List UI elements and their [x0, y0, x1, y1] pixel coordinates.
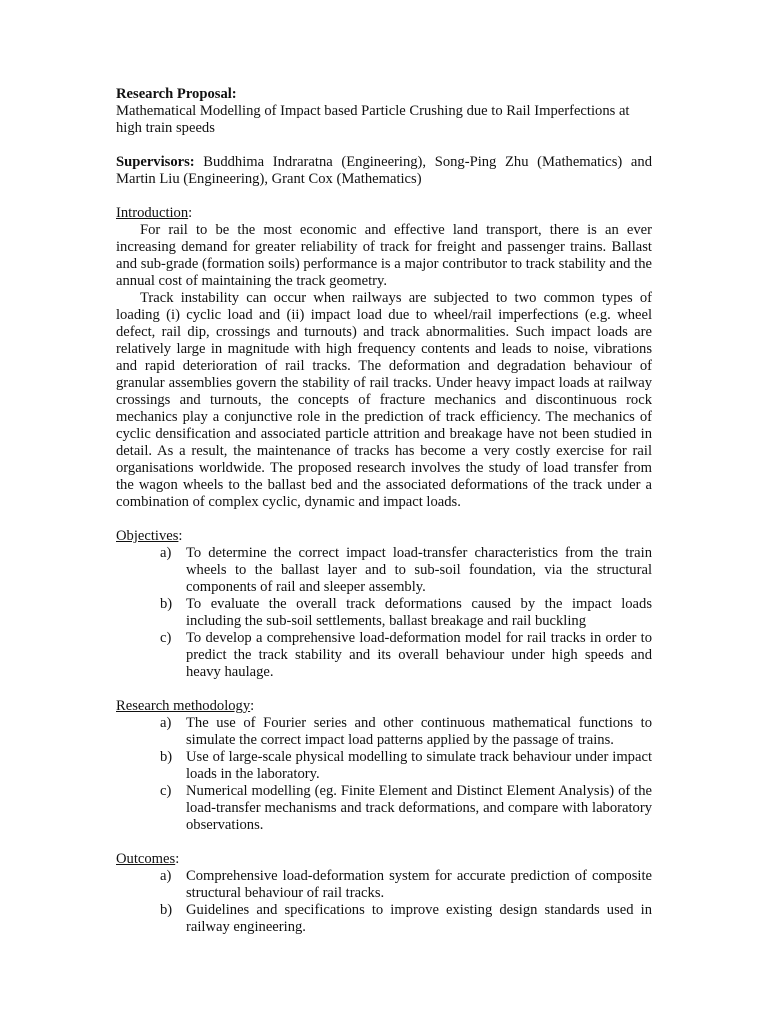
list-item: b) Use of large-scale physical modelling to simulate track behaviour under impact loads in the laboratory. — [160, 749, 652, 782]
document-page — [116, 86, 652, 936]
introduction-heading: Introduction: — [116, 205, 193, 221]
methodology-list — [116, 715, 652, 834]
methodology-heading: Research methodology: — [116, 698, 255, 714]
objectives-heading: Objectives: — [116, 528, 183, 544]
supervisors-line — [116, 154, 652, 188]
supervisors-label: Supervisors: — [116, 154, 195, 170]
list-item: c) To develop a comprehensive load-deformation model for rail tracks in order to predict the track stability and its overall behaviour under high speeds and heavy haulage. — [160, 630, 652, 680]
supervisors-names: Buddhima Indraratna (Engineering), Song-Ping Zhu (Mathematics) and Martin Liu (Engineering), Grant Cox (Mathematics) — [116, 154, 652, 187]
objectives-list — [116, 545, 652, 681]
proposal-title: Mathematical Modelling of Impact based Particle Crushing due to Rail Imperfections at high train speeds — [116, 103, 630, 136]
outcomes-list — [116, 868, 652, 936]
introduction-paragraph-1: For rail to be the most economic and effective land transport, there is an ever increasing demand for greater reliability of track for freight and passenger trains. Ballast and sub-grade (formation soils) performance is a major contributor to track stability and the annual cost of maintaining the track geometry. — [116, 222, 652, 289]
outcomes-heading: Outcomes: — [116, 851, 180, 867]
list-item: a) Comprehensive load-deformation system for accurate prediction of composite structural behaviour of rail tracks. — [160, 868, 652, 901]
proposal-label: Research Proposal: — [116, 86, 237, 102]
introduction-paragraph-2: Track instability can occur when railways are subjected to two common types of loading (i) cyclic load and (ii) impact load due to wheel/rail imperfections (e.g. wheel defect, rail dip, crossings and turnouts) and track abnormalities. Such impact loads are relatively large in magnitude with high frequency contents and leads to noise, vibrations and rapid deterioration of rail tracks. The deformation and degradation behaviour of granular assemblies govern the stability of rail tracks. Under heavy impact loads at railway crossings and turnouts, the concepts of fracture mechanics and discontinuous rock mechanics play a conjunctive role in the prediction of track efficiency. The mechanics of cyclic densification and associated particle attrition and breakage have not been studied in detail. As a result, the maintenance of tracks has become a very costly exercise for rail organisations worldwide. The proposed research involves the study of load transfer from the wagon wheels to the ballast bed and the associated deformations of the track under a combination of complex cyclic, dynamic and impact loads. — [116, 290, 652, 510]
list-item: c) Numerical modelling (eg. Finite Element and Distinct Element Analysis) of the load-transfer mechanisms and track deformations, and compare with laboratory observations. — [160, 783, 652, 833]
list-item: b) To evaluate the overall track deformations caused by the impact loads including the sub-soil settlements, ballast breakage and rail buckling — [160, 596, 652, 629]
list-item: b) Guidelines and specifications to improve existing design standards used in railway engineering. — [160, 902, 652, 935]
list-item: a) To determine the correct impact load-transfer characteristics from the train wheels to the ballast layer and to sub-soil foundation, via the structural components of rail and sleeper assembly. — [160, 545, 652, 595]
list-item: a) The use of Fourier series and other continuous mathematical functions to simulate the correct impact load patterns applied by the passage of trains. — [160, 715, 652, 748]
